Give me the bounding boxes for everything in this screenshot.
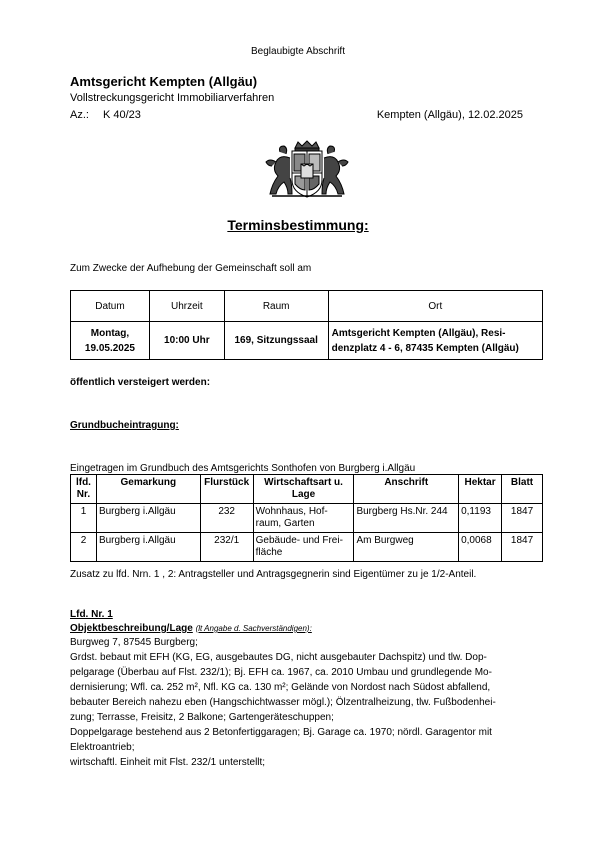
object-heading-line	[70, 622, 312, 635]
row-wirtschaftsart	[253, 533, 354, 562]
bavarian-coat-of-arms-icon	[262, 140, 352, 200]
header-lfd-nr	[71, 475, 97, 504]
row-wirtschaftsart-line-1: Wohnhaus, Hof-	[255, 506, 328, 517]
appointment-row	[71, 322, 543, 360]
header-lfd: lfd.	[75, 477, 91, 488]
row-wirtschaftsart	[253, 504, 354, 533]
lfd-heading: Lfd. Nr. 1	[70, 609, 113, 620]
header-place: Ort	[328, 291, 542, 322]
header-blatt: Blatt	[502, 475, 543, 504]
header-wirtschaftsart-line-2: Lage	[291, 489, 316, 500]
document-title: Terminsbestimmung:	[227, 217, 369, 233]
row-flurstueck: 232	[200, 504, 253, 533]
table-row	[71, 504, 543, 533]
row-blatt: 1847	[502, 504, 543, 533]
date-day: 19.05.2025	[84, 342, 135, 354]
certified-copy-note: Beglaubigte Abschrift	[251, 46, 345, 57]
ownership-note: Zusatz zu lfd. Nrn. 1 , 2: Antragsteller und Antragsgegnerin sind Eigentümer zu je 1/2-Anteil.	[70, 569, 477, 580]
land-register-intro: Eingetragen im Grundbuch des Amtsgerichts Sonthofen von Burgberg i.Allgäu	[70, 463, 416, 474]
appointment-date	[71, 322, 150, 360]
row-anschrift: Am Burgweg	[354, 533, 459, 562]
header-date: Datum	[71, 291, 150, 322]
header-gemarkung: Gemarkung	[96, 475, 200, 504]
header-wirtschaftsart	[253, 475, 354, 504]
row-wirtschaftsart-line-1: Gebäude- und Frei-	[255, 535, 343, 546]
row-gemarkung: Burgberg i.Allgäu	[96, 504, 200, 533]
file-number: K 40/23	[103, 109, 141, 121]
date-weekday: Montag,	[90, 327, 130, 339]
object-line: dernisierung; Wfl. ca. 252 m², Nfl. KG ca. 130 m²; Gelände von Nordost nach Südost abfallend,	[70, 682, 491, 693]
parcel-header-row	[71, 475, 543, 504]
object-line: pelgarage (Überbau auf Flst. 232/1); Bj. EFH ca. 1967, ca. 2010 Umbau und grundlegende Mo-	[70, 667, 492, 678]
appointment-place	[328, 322, 542, 360]
row-nr: 2	[71, 533, 97, 562]
file-label: Az.:	[70, 109, 89, 121]
place-line-1: Amtsgericht Kempten (Allgäu), Resi-	[331, 327, 506, 339]
object-line: Burgweg 7, 87545 Burgberg;	[70, 637, 198, 648]
place-date: Kempten (Allgäu), 12.02.2025	[376, 109, 523, 121]
row-wirtschaftsart-line-2: raum, Garten	[255, 518, 315, 529]
object-source: (lt Angabe d. Sachverständigen):	[195, 624, 312, 633]
object-line: wirtschaftl. Einheit mit Flst. 232/1 unterstellt;	[70, 757, 266, 768]
object-line: Elektroantrieb;	[70, 742, 135, 753]
object-line: bebauter Bereich nahezu eben (Hangschichtwasser mögl.); Ölzentralheizung, tlw. Fußbodenhei-	[70, 697, 496, 708]
header-hektar: Hektar	[459, 475, 502, 504]
auction-note: öffentlich versteigert werden:	[70, 377, 211, 388]
header-wirtschaftsart-line-1: Wirtschaftsart u.	[264, 477, 343, 488]
appointment-table	[70, 290, 543, 360]
table-row	[71, 533, 543, 562]
row-flurstueck: 232/1	[200, 533, 253, 562]
appointment-time: 10:00 Uhr	[149, 322, 224, 360]
row-wirtschaftsart-line-2: fläche	[255, 547, 283, 558]
parcel-table	[70, 474, 543, 562]
appointment-room: 169, Sitzungssaal	[224, 322, 328, 360]
row-anschrift: Burgberg Hs.Nr. 244	[354, 504, 459, 533]
header-anschrift: Anschrift	[354, 475, 459, 504]
object-heading: Objektbeschreibung/Lage	[70, 623, 193, 634]
header-flurstueck: Flurstück	[200, 475, 253, 504]
header-time: Uhrzeit	[149, 291, 224, 322]
object-line: zung; Terrasse, Freisitz, 2 Balkone; Gartengeräteschuppen;	[70, 712, 334, 723]
object-description	[70, 635, 496, 770]
appointment-header-row	[71, 291, 543, 322]
row-hektar: 0,0068	[459, 533, 502, 562]
header-nr: Nr.	[76, 489, 91, 500]
object-line: Doppelgarage bestehend aus 2 Betonfertiggaragen; Bj. Garage ca. 1970; nördl. Garagentor mit	[70, 727, 492, 738]
row-hektar: 0,1193	[459, 504, 502, 533]
object-line: Grdst. bebaut mit EFH (KG, EG, ausgebautes DG, nicht ausgebauter Dachspitz) und tlw. Dop-	[70, 652, 487, 663]
intro-text: Zum Zwecke der Aufhebung der Gemeinschaft soll am	[70, 263, 312, 274]
court-name: Amtsgericht Kempten (Allgäu)	[70, 74, 258, 89]
header-room: Raum	[224, 291, 328, 322]
row-blatt: 1847	[502, 533, 543, 562]
row-gemarkung: Burgberg i.Allgäu	[96, 533, 200, 562]
land-register-heading: Grundbucheintragung:	[70, 420, 179, 431]
court-department: Vollstreckungsgericht Immobiliarverfahren	[70, 92, 275, 104]
row-nr: 1	[71, 504, 97, 533]
place-line-2: denzplatz 4 - 6, 87435 Kempten (Allgäu)	[331, 342, 519, 354]
